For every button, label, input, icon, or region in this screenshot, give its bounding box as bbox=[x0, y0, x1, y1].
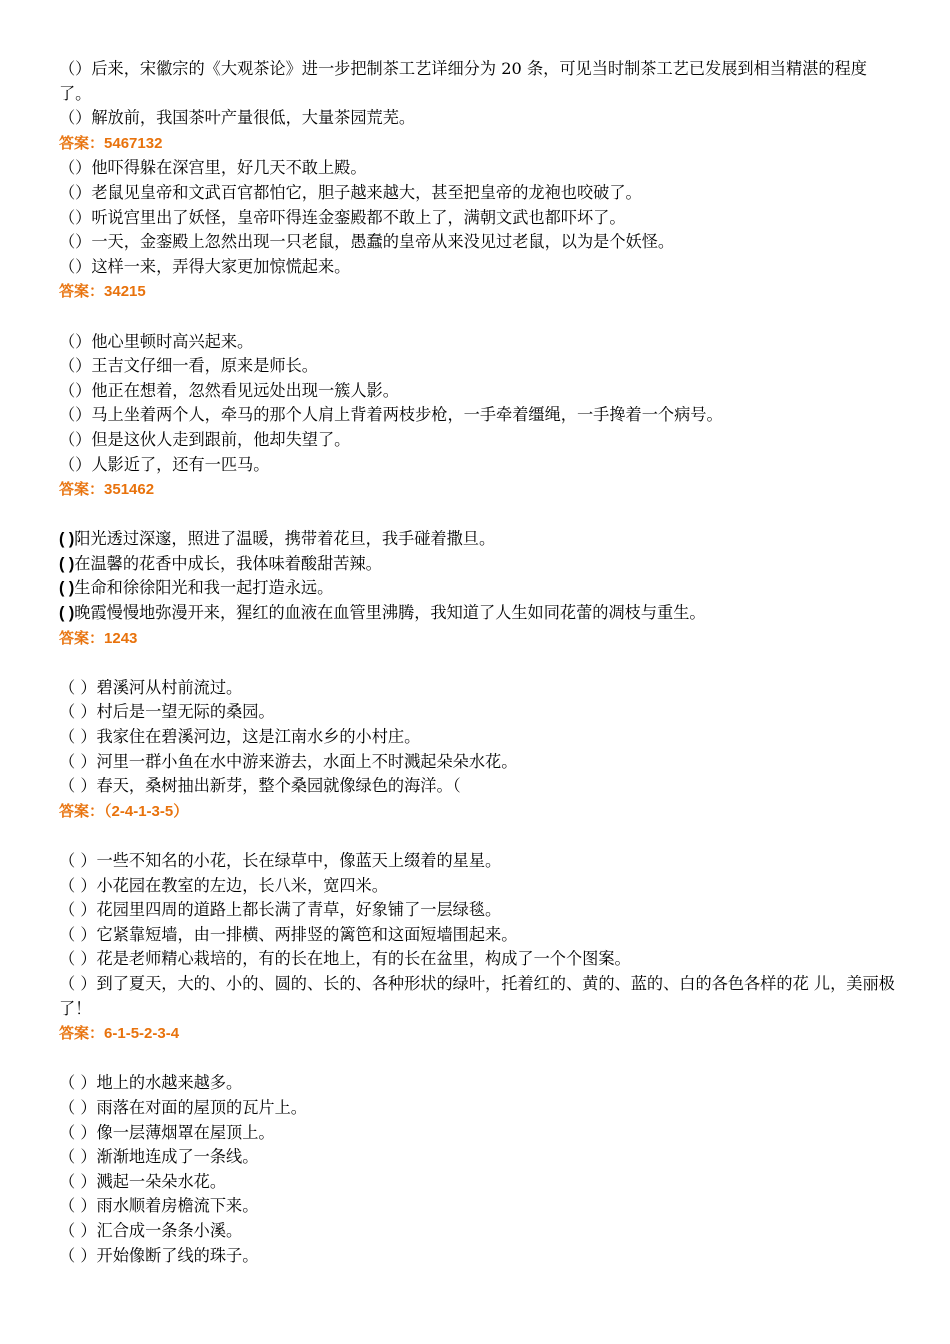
sentence-line: （ ）村后是一望无际的桑园。 bbox=[59, 702, 275, 722]
blank-parens: ( ) bbox=[59, 604, 75, 623]
answer-label: 答案： bbox=[59, 1024, 105, 1043]
sentence-text: 生命和徐徐阳光和我一起打造永远。 bbox=[74, 578, 334, 598]
answer-line bbox=[59, 477, 899, 503]
blank-parens: ( ) bbox=[59, 554, 75, 573]
sentence-line: （ ）雨水顺着房檐流下来。 bbox=[59, 1196, 259, 1216]
sentence-line: （）一天，金銮殿上忽然出现一只老鼠，愚蠢的皇帝从来没见过老鼠，以为是个妖怪。 bbox=[59, 232, 675, 252]
spacer bbox=[59, 651, 899, 676]
spacer bbox=[59, 305, 899, 330]
sentence-line: （ ）雨落在对面的屋顶的瓦片上。 bbox=[59, 1097, 307, 1117]
question-group-6 bbox=[59, 849, 899, 1047]
document-page bbox=[59, 57, 899, 1268]
sentence-line: （）他正在想着，忽然看见远处出现一簇人影。 bbox=[59, 380, 399, 400]
answer-value: 1243 bbox=[104, 629, 138, 647]
sentence-line: （ ）碧溪河从村前流过。 bbox=[59, 677, 243, 697]
sentence-line: （）这样一来，弄得大家更加惊慌起来。 bbox=[59, 256, 351, 276]
sentence-line: （ ）一些不知名的小花，长在绿草中，像蓝天上缀着的星星。 bbox=[59, 851, 502, 870]
sentence-text: 在温馨的花香中成长，我体味着酸甜苦辣。 bbox=[74, 553, 382, 573]
sentence-line bbox=[59, 601, 899, 626]
answer-value: 34215 bbox=[104, 283, 146, 301]
sentence-line: （ ）花园里四周的道路上都长满了青草，好象铺了一层绿毯。 bbox=[59, 900, 502, 920]
sentence-line: （ ）花是老师精心栽培的，有的长在地上，有的长在盆里，构成了一个个图案。 bbox=[59, 949, 631, 969]
sentence-line: （ ）地上的水越来越多。 bbox=[59, 1073, 243, 1093]
sentence-line: （）他吓得躲在深宫里，好几天不敢上殿。 bbox=[59, 158, 367, 178]
sentence-line: （）听说宫里出了妖怪，皇帝吓得连金銮殿都不敢上了，满朝文武也都吓坏了。 bbox=[59, 207, 626, 227]
answer-label: 答案： bbox=[59, 628, 105, 647]
question-group-4 bbox=[59, 527, 899, 651]
sentence-line: （ ）像一层薄烟罩在屋顶上。 bbox=[59, 1122, 275, 1142]
answer-line bbox=[59, 1021, 899, 1047]
spacer bbox=[59, 824, 899, 849]
spacer bbox=[59, 1047, 899, 1072]
answer-value: （2-4-1-3-5） bbox=[104, 802, 189, 820]
sentence-line bbox=[59, 527, 899, 552]
question-group-7 bbox=[59, 1071, 899, 1268]
question-group-3 bbox=[59, 330, 899, 503]
sentence-line: （ ）我家住在碧溪河边，这是江南水乡的小村庄。 bbox=[59, 727, 421, 747]
sentence-line: （ ）它紧靠短墙，由一排横、两排竖的篱笆和这面短墙围起来。 bbox=[59, 924, 518, 944]
answer-value: 351462 bbox=[104, 481, 155, 499]
sentence-line: （）他心里顿时高兴起来。 bbox=[59, 331, 254, 351]
sentence-line: （）但是这伙人走到跟前，他却失望了。 bbox=[59, 429, 351, 449]
sentence-text: 阳光透过深邃，照进了温暖，携带着花旦，我手碰着撒旦。 bbox=[74, 529, 496, 549]
sentence-line: （ ）到了夏天，大的、小的、圆的、长的、各种形状的绿叶，托着红的、黄的、蓝的、白的各色各样的花 儿，美丽极了！ bbox=[59, 973, 895, 1018]
sentence-line bbox=[59, 576, 899, 601]
sentence-line: （ ）开始像断了线的珠子。 bbox=[59, 1245, 259, 1265]
answer-label: 答案： bbox=[59, 480, 105, 499]
question-group-5 bbox=[59, 676, 899, 825]
question-group-2 bbox=[59, 156, 899, 305]
question-group-1 bbox=[59, 57, 899, 156]
answer-label: 答案： bbox=[59, 282, 105, 301]
sentence-line: （ ）溅起一朵朵水花。 bbox=[59, 1171, 227, 1191]
sentence-line: （）王吉文仔细一看，原来是师长。 bbox=[59, 356, 318, 376]
sentence-text: 晚霞慢慢地弥漫开来，猩红的血液在血管里沸腾，我知道了人生如同花蕾的凋枝与重生。 bbox=[74, 603, 706, 623]
sentence-line: （）马上坐着两个人，牵马的那个人肩上背着两枝步枪，一手牵着缰绳，一手搀着一个病号。 bbox=[59, 405, 723, 425]
answer-line bbox=[59, 131, 899, 157]
answer-line bbox=[59, 626, 899, 652]
sentence-line: （ ）渐渐地连成了一条线。 bbox=[59, 1147, 259, 1167]
blank-parens: ( ) bbox=[59, 579, 75, 598]
answer-line bbox=[59, 799, 899, 825]
answer-label: 答案： bbox=[59, 133, 105, 152]
sentence-line: （ ）春天，桑树抽出新芽，整个桑园就像绿色的海洋。（ bbox=[59, 776, 461, 796]
answer-value: 5467132 bbox=[104, 134, 163, 152]
sentence-line: （）解放前，我国茶叶产量很低，大量茶园荒芜。 bbox=[59, 108, 416, 128]
blank-parens: ( ) bbox=[59, 530, 75, 549]
sentence-line: （）后来，宋徽宗的《大观茶论》进一步把制茶工艺详细分为 20 条，可见当时制茶工艺已发展到相当精湛的程度了。 bbox=[59, 59, 867, 103]
answer-value: 6-1-5-2-3-4 bbox=[104, 1025, 180, 1043]
sentence-line: （ ）小花园在教室的左边，长八米，宽四米。 bbox=[59, 875, 388, 895]
sentence-line: （ ）汇合成一条条小溪。 bbox=[59, 1220, 243, 1240]
sentence-line: （）人影近了，还有一匹马。 bbox=[59, 454, 270, 474]
sentence-line: （）老鼠见皇帝和文武百官都怕它，胆子越来越大，甚至把皇帝的龙袍也咬破了。 bbox=[59, 182, 642, 202]
answer-label: 答案： bbox=[59, 801, 105, 820]
spacer bbox=[59, 503, 899, 528]
sentence-line bbox=[59, 552, 899, 577]
sentence-line: （ ）河里一群小鱼在水中游来游去，水面上不时溅起朵朵水花。 bbox=[59, 751, 518, 771]
answer-line bbox=[59, 279, 899, 305]
